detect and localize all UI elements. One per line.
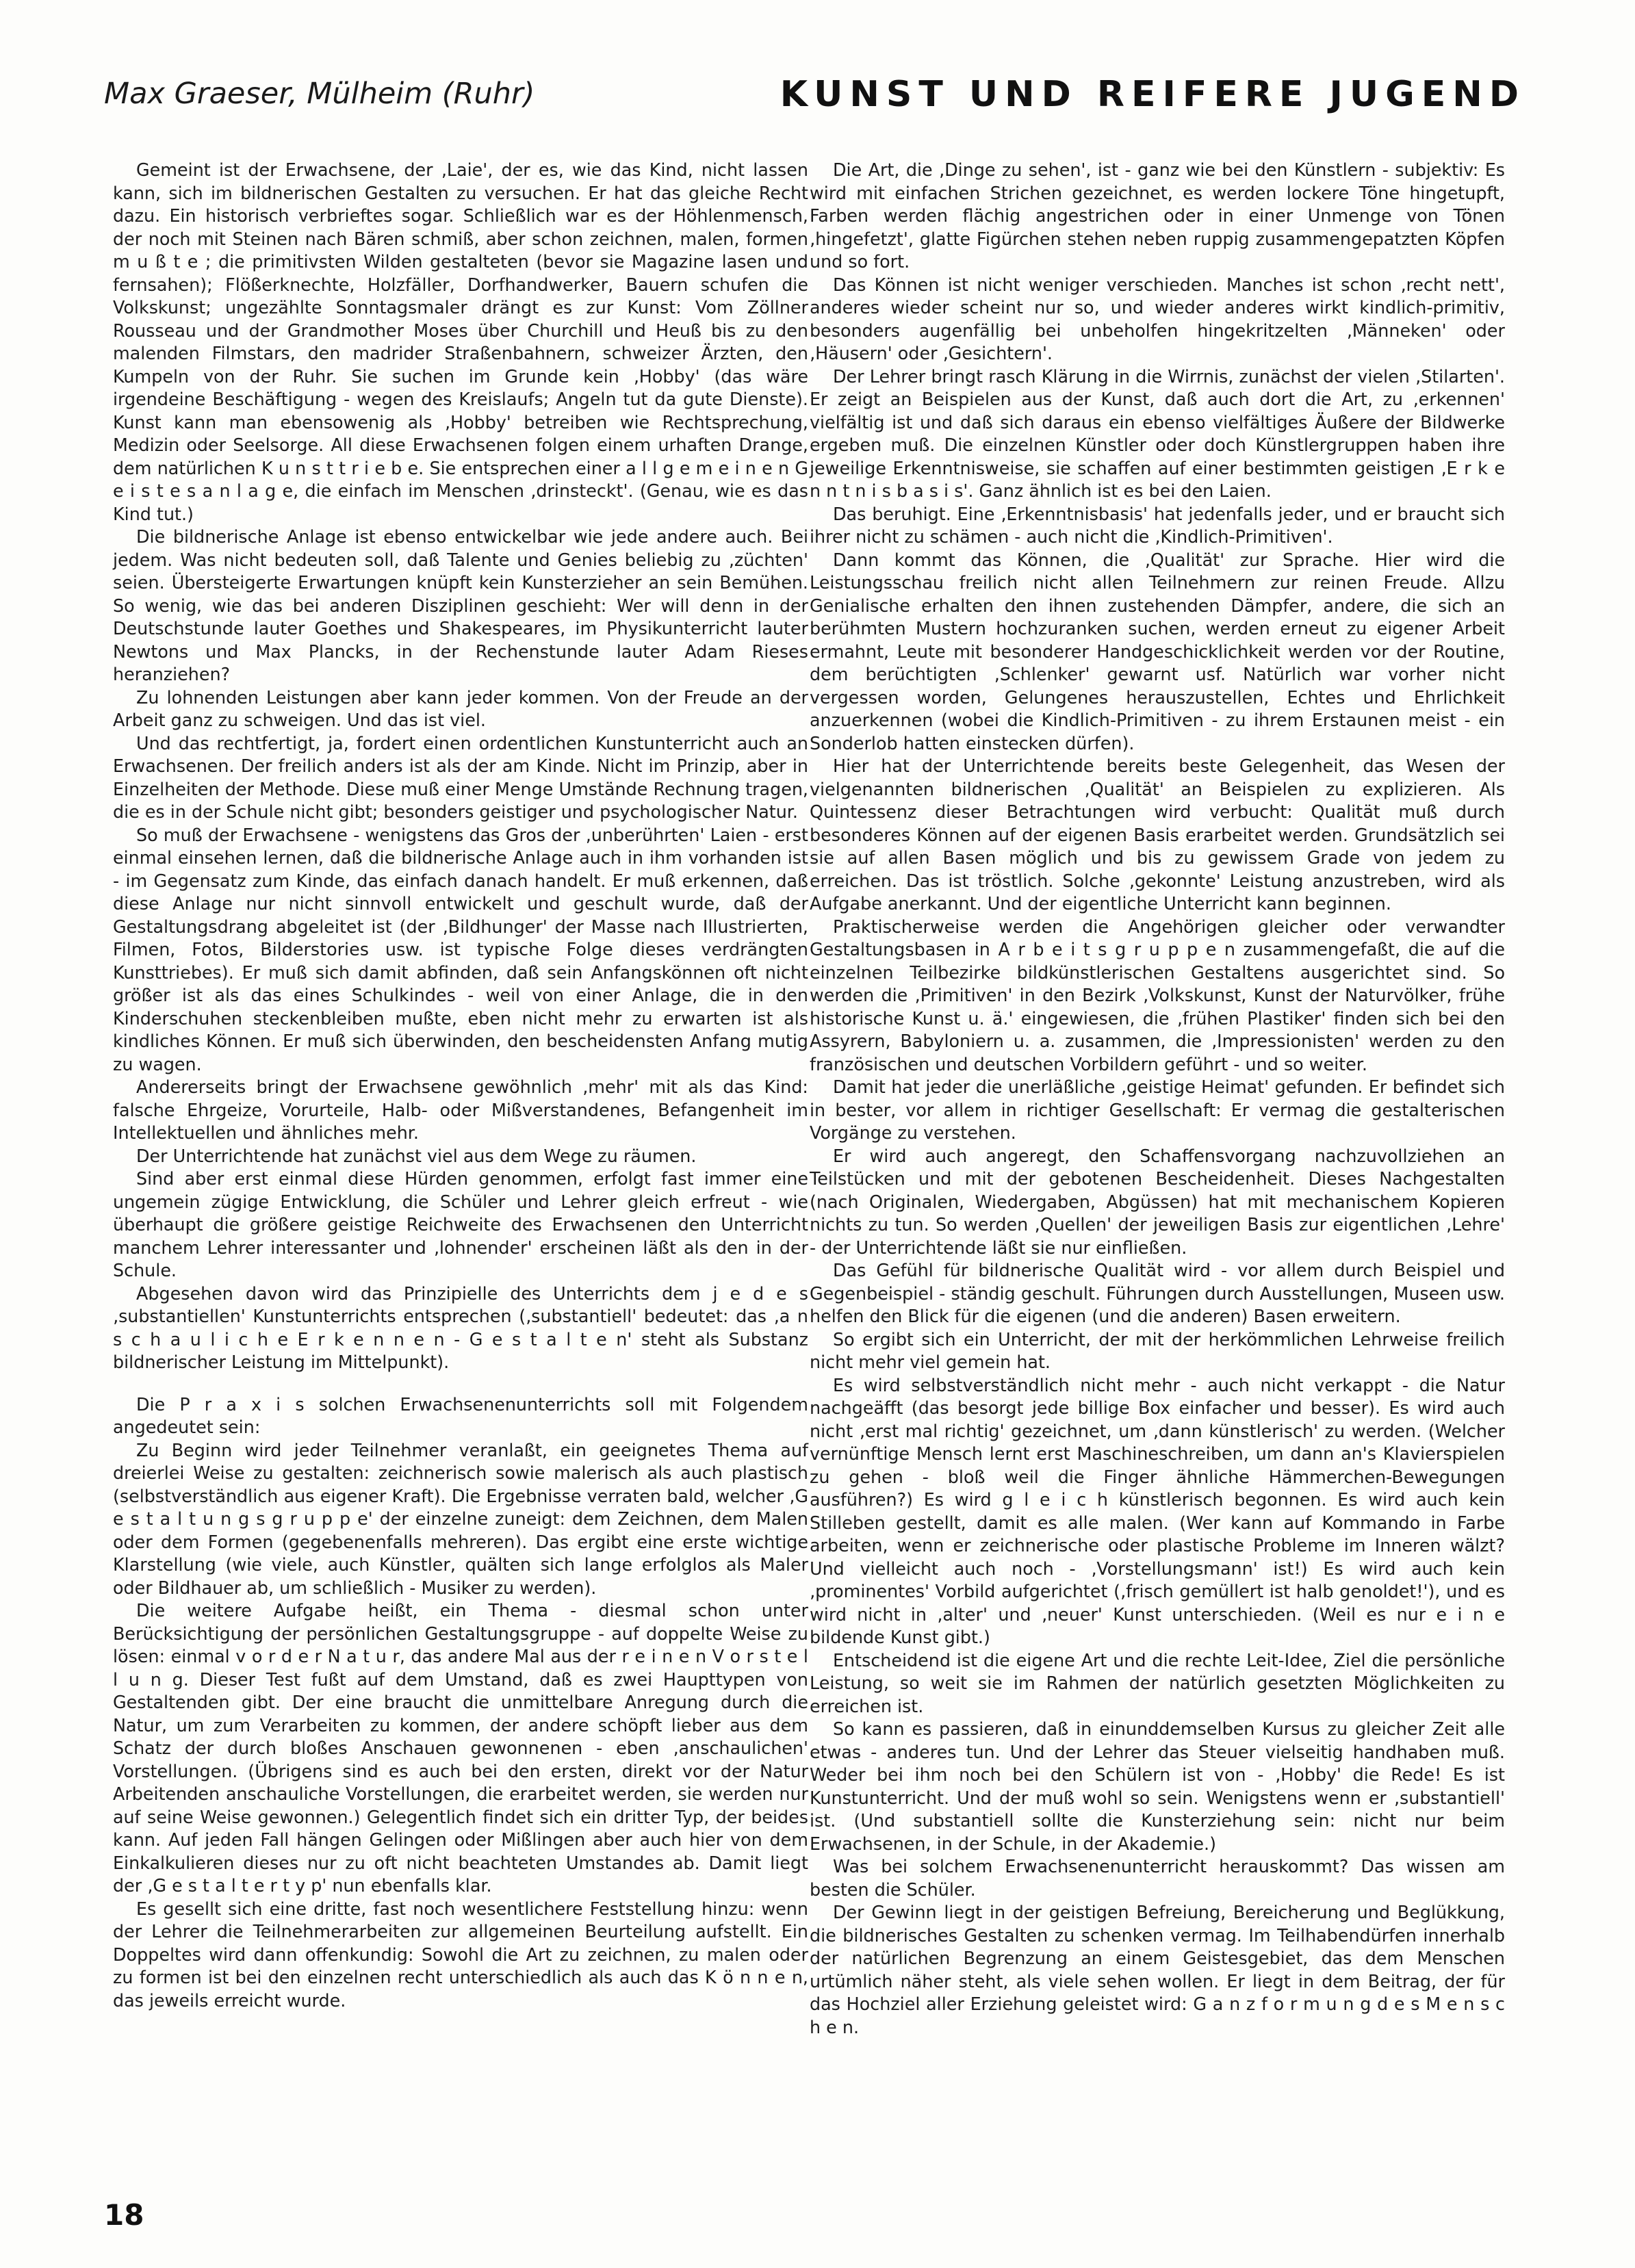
paragraph: So ergibt sich ein Unterricht, der mit der herkömmlichen Lehrweise freilich nicht mehr viel gemein hat.	[810, 1328, 1505, 1372]
paragraph: Abgesehen davon wird das Prinzipielle des Unterrichts dem j e d e s ‚substantiellen' Kunstunterrichts entsprechen (‚substantiell' bedeutet: das ‚a n s c h a u l i c h e E r k e n n e n - G e s t a l t e n' steht als Substanz bildnerischer Leistung im Mittelpunkt).	[113, 1283, 808, 1372]
paragraph: Hier hat der Unterrichtende bereits beste Gelegenheit, das Wesen der vielgenannten bildnerischen ‚Qualität' an Beispielen zu explizieren. Als Quintessenz dieser Betrachtungen wird verbucht: Qualität muß durch besonderes Können auf der eigenen Basis erarbeitet werden. Grundsätzlich sei sie auf allen Basen möglich und bis zu gewissem Grade von jedem zu erreichen. Das ist tröstlich. Solche ‚gekonnte' Leistung anzustreben, wird als Aufgabe anerkannt. Und der eigentliche Unterricht kann beginnen.	[810, 756, 1505, 914]
paragraph: Der Unterrichtende hat zunächst viel aus dem Wege zu räumen.	[136, 1145, 697, 1166]
paragraph: Zu Beginn wird jeder Teilnehmer veranlaßt, ein geeignetes Thema auf dreierlei Weise zu gestalten: zeichnerisch sowie malerisch als auch plastisch (selbstverständlich aus eigener Kraft). Die Ergebnisse verraten bald, welcher ‚G e s t a l t u n g s g r u p p e' der einzelne zuneigt: dem Zeichnen, dem Malen oder dem Formen (gegebenenfalls mehreren). Das ergibt eine erste wichtige Klarstellung (wie viele, auch Künstler, quälten sich lange erfolglos als Maler oder Bildhauer ab, um schließlich - Musiker zu werden).	[113, 1439, 808, 1598]
paragraph: Sind aber erst einmal diese Hürden genommen, erfolgt fast immer eine ungemein zügige Entwicklung, die Schüler und Lehrer gleich erfreut - wie überhaupt die größere geistige Reichweite des Erwachsenen den Unterricht manchem Lehrer interessanter und ‚lohnender' erscheinen läßt als den in der Schule.	[113, 1168, 808, 1280]
paragraph: Die Art, die ‚Dinge zu sehen', ist - ganz wie bei den Künstlern - subjektiv: Es wird mit einfachen Strichen gezeichnet, es werden lockere Töne hingetupft, Farben werden flächig angestrichen oder in einer Unmenge von Tönen ‚hingefetzt', glatte Figürchen stehen neben ruppig zusammengepatzten Köpfen und so fort.	[810, 159, 1505, 272]
paragraph: Was bei solchem Erwachsenenunterricht herauskommt? Das wissen am besten die Schüler.	[810, 1856, 1505, 1900]
paragraph: Das Gefühl für bildnerische Qualität wird - vor allem durch Beispiel und Gegenbeispiel - ständig geschult. Führungen durch Ausstellungen, Museen usw. helfen den Blick für die eigenen (und die anderen) Basen erweitern.	[810, 1260, 1505, 1326]
page-number: 18	[104, 2198, 144, 2232]
paragraph: So muß der Erwachsene - wenigstens das Gros der ‚unberührten' Laien - erst einmal einsehen lernen, daß die bildnerische Anlage auch in ihm vorhanden ist - im Gegensatz zum Kinde, das einfach danach handelt. Er muß erkennen, daß diese Anlage nur nicht sinnvoll entwickelt und geschult wurde, daß der Gestaltungsdrang abgeleitet ist (der ‚Bildhunger' der Masse nach Illustrierten, Filmen, Fotos, Bilderstories usw. ist typische Folge dieses verdrängten Kunsttriebes). Er muß sich damit abfinden, daß sein Anfangskönnen oft nicht größer ist als das eines Schulkindes - weil von einer Anlage, die in den Kinderschuhen steckenbleiben mußte, eben nicht mehr zu erwarten ist als kindliches Können. Er muß sich überwinden, den bescheidensten Anfang mutig zu wagen.	[113, 824, 808, 1074]
paragraph: Die P r a x i s solchen Erwachsenenunterrichts soll mit Folgendem angedeutet sein:	[113, 1393, 808, 1437]
paragraph: Die bildnerische Anlage ist ebenso entwickelbar wie jede andere auch. Bei jedem. Was nicht bedeuten soll, daß Talente und Genies beliebig zu ‚züchten' seien. Übersteigerte Erwartungen knüpft kein Kunsterzieher an sein Bemühen. So wenig, wie das bei anderen Disziplinen geschieht: Wer will denn in der Deutschstunde lauter Goethes und Shakespeares, im Physikunterricht lauter Newtons und Max Plancks, in der Rechenstunde lauter Adam Rieses heranziehen?	[113, 526, 808, 684]
paragraph: Es wird selbstverständlich nicht mehr - auch nicht verkappt - die Natur nachgeäfft (das besorgt jede billige Box einfacher und besser). Es wird auch nicht ‚erst mal richtig' gezeichnet, um ‚dann künstlerisch' zu werden. (Welcher vernünftige Mensch lernt erst Maschineschreiben, um dann an's Klavierspielen zu gehen - bloß weil die Finger ähnliche Hämmerchen-Bewegungen ausführen?) Es wird g l e i c h künstlerisch begonnen. Es wird auch kein Stilleben gestellt, damit es alle malen. (Wer kann auf Kommando in Farbe arbeiten, wenn er zeichnerische oder plastische Probleme im Inneren wälzt? Und vielleicht auch noch - ‚Vorstellungsmann' ist!) Es wird auch kein ‚prominentes' Vorbild aufgerichtet (‚frisch gemüllert ist halb genoldet!'), und es wird nicht in ‚alter' und ‚neuer' Kunst unterschieden. (Weil es nur e i n e bildende Kunst gibt.)	[810, 1374, 1505, 1647]
paragraph: Damit hat jeder die unerläßliche ‚geistige Heimat' gefunden. Er befindet sich in bester, vor allem in richtiger Gesellschaft: Er vermag die gestalterischen Vorgänge zu verstehen.	[810, 1077, 1505, 1143]
paragraph: Und das rechtfertigt, ja, fordert einen ordentlichen Kunstunterricht auch an Erwachsenen. Der freilich anders ist als der am Kinde. Nicht im Prinzip, aber in Einzelheiten der Methode. Diese muß einer Menge Umstände Rechnung tragen, die es in der Schule nicht gibt; besonders geistiger und psychologischer Natur.	[113, 732, 808, 822]
paragraph: So kann es passieren, daß in einunddemselben Kursus zu gleicher Zeit alle etwas - anderes tun. Und der Lehrer das Steuer vielseitig handhaben muß. Weder bei ihm noch bei den Schülern ist von - ‚Hobby' die Rede! Es ist Kunstunterricht. Und der muß wohl so sein. Wenigstens wenn er ‚substantiell' ist. (Und substantiell sollte die Kunsterziehung sein: nicht nur beim Erwachsenen, in der Schule, in der Akademie.)	[810, 1718, 1505, 1854]
paragraph: Zu lohnenden Leistungen aber kann jeder kommen. Von der Freude an der Arbeit ganz zu schweigen. Und das ist viel.	[113, 686, 808, 730]
paragraph: Andererseits bringt der Erwachsene gewöhnlich ‚mehr' mit als das Kind: falsche Ehrgeize, Vorurteile, Halb- oder Mißverstandenes, Befangenheit im Intellektuellen und ähnliches mehr.	[113, 1077, 808, 1143]
paragraph: Dann kommt das Können, die ‚Qualität' zur Sprache. Hier wird die Leistungsschau freilich nicht allen Teilnehmern zur reinen Freude. Allzu Genialische erhalten den ihnen zustehenden Dämpfer, andere, die sich an berühmten Mustern hochzuranken suchen, werden erneut zu eigener Arbeit ermahnt, Leute mit besonderer Handgeschicklichkeit werden vor der Routine, dem berüchtigten ‚Schlenker' gewarnt usf. Natürlich war vorher nicht vergessen worden, Gelungenes herauszustellen, Echtes und Ehrlichkeit anzuerkennen (wobei die Kindlich-Primitiven - zu ihrem Erstaunen meist - ein Sonderlob hatten einstecken dürfen).	[810, 549, 1505, 753]
article-title: KUNST UND REIFERE JUGEND	[780, 74, 1525, 115]
paragraph: Der Lehrer bringt rasch Klärung in die Wirrnis, zunächst der vielen ‚Stilarten'. Er zeigt an Beispielen aus der Kunst, daß auch dort die Art, zu ‚erkennen' vielfältig ist und daß sich daraus ein ebenso vielfältiges Äußere der Bildwerke ergeben muß. Die einzelnen Künstler oder doch Künstlergruppen haben ihre jeweilige Erkenntnisweise, sie schaffen auf einer bestimmten geistigen ‚E r k e n n t n i s b a s i s'. Ganz ähnlich ist es bei den Laien.	[810, 365, 1505, 501]
paragraph: Gemeint ist der Erwachsene, der ‚Laie', der es, wie das Kind, nicht lassen kann, sich im bildnerischen Gestalten zu versuchen. Er hat das gleiche Recht dazu. Ein historisch verbrieftes sogar. Schließlich war es der Höhlenmensch, der noch mit Steinen nach Bären schmiß, aber schon zeichnen, malen, formen m u ß t e ; die primitivsten Wilden gestalteten (bevor sie Magazine lasen und fernsahen); Flößerknechte, Holzfäller, Dorfhandwerker, Bauern schufen die Volkskunst; ungezählte Sonntagsmaler drängt es zur Kunst: Vom Zöllner Rousseau und der Grandmother Moses über Churchill und Heuß bis zu den malenden Filmstars, den madrider Straßenbahnern, schweizer Ärzten, den Kumpeln von der Ruhr. Sie suchen im Grunde kein ‚Hobby' (das wäre irgendeine Beschäftigung - wegen des Kreislaufs; Angeln tut da gute Dienste). Kunst kann man ebensowenig als ‚Hobby' betreiben wie Rechtsprechung, Medizin oder Seelsorge. All diese Erwachsenen folgen einem urhaften Drange, dem natürlichen K u n s t t r i e b e. Sie entsprechen einer a l l g e m e i n e n G e i s t e s a n l a g e, die einfach im Menschen ‚drinsteckt'. (Genau, wie es das Kind tut.)	[113, 159, 808, 524]
paragraph: Es gesellt sich eine dritte, fast noch wesentlichere Feststellung hinzu: wenn der Lehrer die Teilnehmerarbeiten zur allgemeinen Beurteilung aufstellt. Ein Doppeltes wird dann offenkundig: Sowohl die Art zu zeichnen, zu malen oder zu formen ist bei den einzelnen recht unterschiedlich als auch das K ö n n e n, das jeweils erreicht wurde.	[113, 1898, 808, 2011]
paragraph: Praktischerweise werden die Angehörigen gleicher oder verwandter Gestaltungsbasen in A r b e i t s g r u p p e n zusammengefaßt, die auf die einzelnen Teilbezirke bildkünstlerischen Gestaltens ausgerichtet sind. So werden die ‚Primitiven' in den Bezirk ‚Volkskunst, Kunst der Naturvölker, frühe historische Kunst u. ä.' eingewiesen, die ‚frühen Plastiker' finden sich bei den Assyrern, Babyloniern u. a. zusammen, die ‚Impressionisten' werden zu den französischen und deutschen Vorbildern geführt - und so weiter.	[810, 916, 1505, 1074]
paragraph: Entscheidend ist die eigene Art und die rechte Leit-Idee, Ziel die persönliche Leistung, so weit sie im Rahmen der natürlich gesetzten Möglichkeiten zu erreichen ist.	[810, 1649, 1505, 1716]
right-text-column	[810, 159, 1505, 2039]
article-author: Max Graeser, Mülheim (Ruhr)	[104, 77, 535, 111]
left-text-column	[113, 159, 808, 2012]
paragraph: Der Gewinn liegt in der geistigen Befreiung, Bereicherung und Beglükkung, die bildnerisches Gestalten zu schenken vermag. Im Teilhabendürfen innerhalb der natürlichen Begrenzung an einem Geistesgebiet, das dem Menschen urtümlich näher steht, als viele sehen wollen. Er liegt in dem Beitrag, der für das Hochziel aller Erziehung geleistet wird: G a n z f o r m u n g d e s M e n s c h e n.	[810, 1902, 1505, 2037]
paragraph: Das beruhigt. Eine ‚Erkenntnisbasis' hat jedenfalls jeder, und er braucht sich ihrer nicht zu schämen - auch nicht die ‚Kindlich-Primitiven'.	[810, 503, 1505, 547]
paragraph: Das Können ist nicht weniger verschieden. Manches ist schon ‚recht nett', anderes wieder scheint nur so, und wieder anderes wirkt kindlich-primitiv, besonders augenfällig bei unbeholfen hingekritzelten ‚Männeken' oder ‚Häusern' oder ‚Gesichtern'.	[810, 274, 1505, 363]
paragraph: Die weitere Aufgabe heißt, ein Thema - diesmal schon unter Berücksichtigung der persönlichen Gestaltungsgruppe - auf doppelte Weise zu lösen: einmal v o r d e r N a t u r, das andere Mal aus der r e i n e n V o r s t e l l u n g. Dieser Test fußt auf dem Umstand, daß es zwei Haupttypen von Gestaltenden gibt. Der eine braucht die unmittelbare Anregung durch die Natur, um zum Verarbeiten zu kommen, der andere schöpft lieber aus dem Schatz der durch bloßes Anschauen gewonnenen - eben ‚anschaulichen' Vorstellungen. (Übrigens sind es auch bei den ersten, direkt vor der Natur Arbeitenden anschauliche Vorstellungen, die erarbeitet werden, sie werden nur auf seine Weise gewonnen.) Gelegentlich findet sich ein dritter Typ, der beides kann. Auf jeden Fall hängen Gelingen oder Mißlingen aber auch hier von dem Einkalkulieren dieses nur zu oft nicht beachteten Umstandes ab. Damit liegt der ‚G e s t a l t e r t y p' nun ebenfalls klar.	[113, 1600, 808, 1896]
paragraph: Er wird auch angeregt, den Schaffensvorgang nachzuvollziehen an Teilstücken und mit der gebotenen Bescheidenheit. Dieses Nachgestalten (nach Originalen, Wiedergaben, Abgüssen) hat mit mechanischem Kopieren nichts zu tun. So werden ‚Quellen' der jeweiligen Basis zur eigentlichen ‚Lehre' - der Unterrichtende läßt sie nur einfließen.	[810, 1145, 1505, 1258]
